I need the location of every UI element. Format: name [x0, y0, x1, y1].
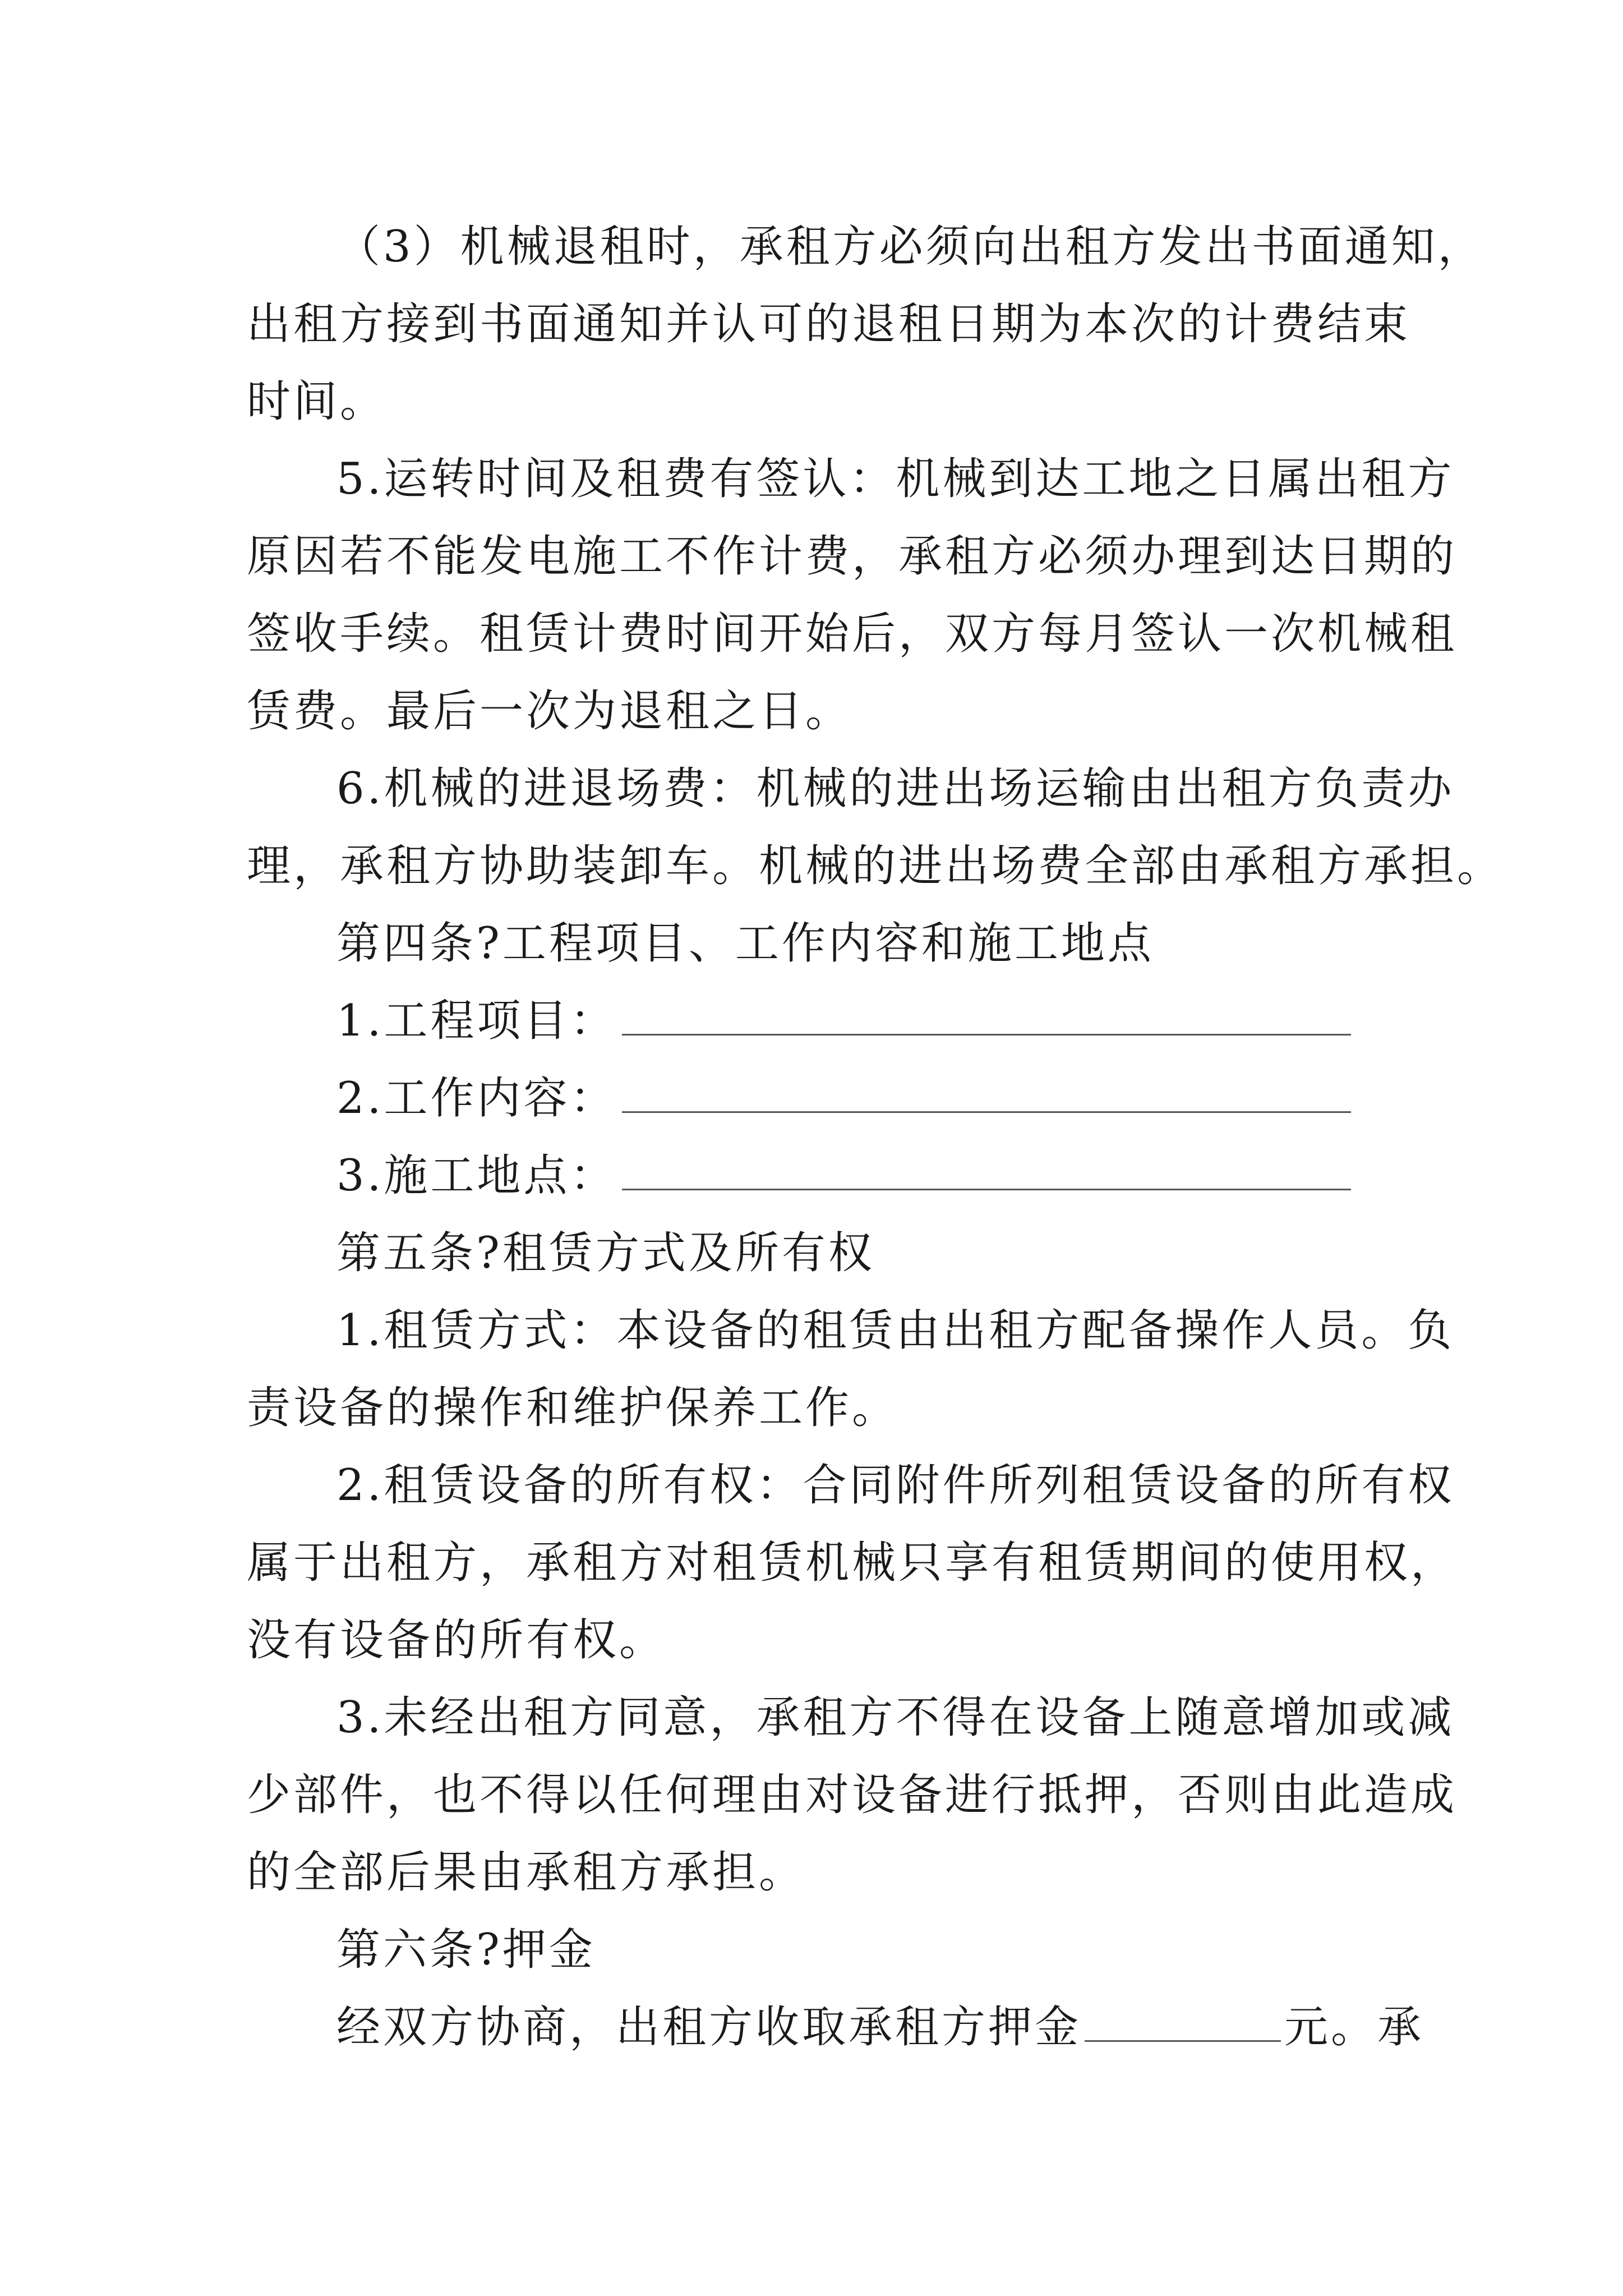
paragraph-line: 时间。 [247, 376, 387, 427]
deposit-text: 经双方协商，出租方收取承租方押金 [336, 2002, 1082, 2053]
field-label: 1.工程项目： [336, 996, 617, 1046]
fill-in-line [336, 1059, 1380, 1138]
fill-in-line [336, 1137, 1380, 1215]
paragraph-line: 责设备的操作和维护保养工作。 [247, 1383, 899, 1433]
paragraph-line: 签收手续。租赁计费时间开始后，双方每月签认一次机械租 [247, 609, 1458, 659]
deposit-amount-blank-field[interactable] [1085, 2005, 1281, 2042]
paragraph-line: 2.租赁设备的所有权：合同附件所列租赁设备的所有权 [336, 1460, 1455, 1511]
paragraph-line: 原因若不能发电施工不作计费，承租方必须办理到达日期的 [247, 531, 1458, 582]
field-label: 3.施工地点： [336, 1151, 617, 1201]
article-heading: 第六条?押金 [336, 1925, 596, 1975]
fill-in-line [336, 1988, 1424, 2067]
paragraph-line: 赁费。最后一次为退租之日。 [247, 686, 852, 737]
paragraph-line: 属于出租方，承租方对租赁机械只享有租赁期间的使用权， [247, 1538, 1458, 1588]
field-label: 2.工作内容： [336, 1073, 617, 1124]
project-blank-field[interactable] [622, 999, 1351, 1036]
paragraph-line: 没有设备的所有权。 [247, 1615, 666, 1665]
paragraph-line: 理，承租方协助装卸车。机械的进出场费全部由承租方承担。 [247, 841, 1504, 891]
article-heading: 第五条?租赁方式及所有权 [336, 1228, 875, 1278]
paragraph-line: 5.运转时间及租费有签认：机械到达工地之日属出租方 [336, 454, 1455, 504]
paragraph-line: 的全部后果由承租方承担。 [247, 1847, 806, 1898]
paragraph-line: 1.租赁方式：本设备的租赁由出租方配备操作人员。负 [336, 1305, 1455, 1356]
paragraph-line: （3）机械退租时，承租方必须向出租方发出书面通知， [336, 222, 1484, 272]
paragraph-line: 少部件，也不得以任何理由对设备进行抵押，否则由此造成 [247, 1770, 1458, 1820]
work-content-blank-field[interactable] [622, 1076, 1351, 1113]
fill-in-line [336, 982, 1380, 1060]
deposit-text-end: 元。承 [1284, 2002, 1424, 2053]
paragraph-line: 3.未经出租方同意，承租方不得在设备上随意增加或减 [336, 1692, 1455, 1743]
site-location-blank-field[interactable] [622, 1154, 1351, 1190]
paragraph-line: 出租方接到书面通知并认可的退租日期为本次的计费结束 [247, 299, 1411, 349]
paragraph-line: 6.机械的进退场费：机械的进出场运输由出租方负责办 [336, 763, 1455, 814]
article-heading: 第四条?工程项目、工作内容和施工地点 [336, 918, 1154, 969]
